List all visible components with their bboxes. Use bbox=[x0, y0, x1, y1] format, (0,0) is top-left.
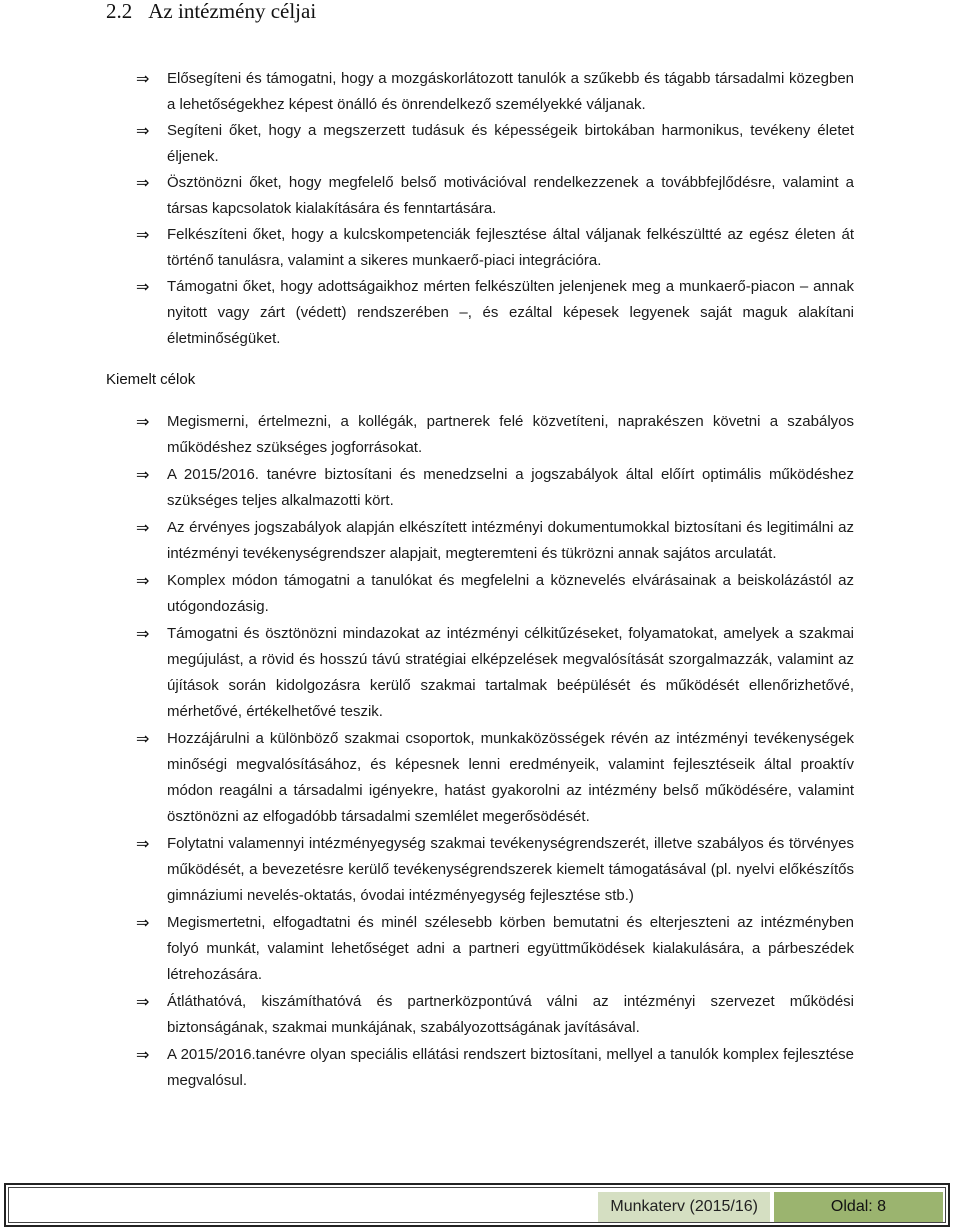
section-heading bbox=[106, 0, 316, 22]
double-arrow-icon: ⇒ bbox=[136, 571, 150, 590]
list-item bbox=[136, 568, 854, 620]
double-arrow-icon: ⇒ bbox=[136, 518, 150, 537]
list-item bbox=[136, 910, 854, 988]
double-arrow-icon: ⇒ bbox=[136, 277, 150, 296]
list-item-text: A 2015/2016. tanévre biztosítani és menedzselni a jogszabályok által előírt optimális működéshez szükséges teljes alkalmazotti kört. bbox=[167, 466, 854, 509]
list-item bbox=[136, 726, 854, 830]
list-item-text: Az érvényes jogszabályok alapján elkészített intézményi dokumentumokkal biztosítani és legitimálni az intézményi tevékenységrendszer alapjait, megteremteni és tükrözni annak sajátos arculatát. bbox=[167, 519, 854, 562]
double-arrow-icon: ⇒ bbox=[136, 121, 150, 140]
double-arrow-icon: ⇒ bbox=[136, 624, 150, 643]
list-item-text: Segíteni őket, hogy a megszerzett tudásuk és képességeik birtokában harmonikus, tevékeny életet éljenek. bbox=[167, 122, 854, 165]
list-item bbox=[136, 462, 854, 514]
list-item-text: Átláthatóvá, kiszámíthatóvá és partnerközpontúvá válni az intézményi szervezet működési biztonságának, szakmai munkájának, szabályozottságának javításával. bbox=[167, 993, 854, 1036]
list-item-text: Támogatni őket, hogy adottságaikhoz mérten felkészülten jelenjenek meg a munkaerő-piacon – annak nyitott vagy zárt (védett) rendszerében –, és ezáltal képesek legyenek saját maguk alakítani életminőségüket. bbox=[167, 278, 854, 347]
list-item bbox=[136, 989, 854, 1041]
list-item bbox=[136, 409, 854, 461]
list-item bbox=[136, 66, 854, 118]
section-number: 2.2 bbox=[106, 0, 133, 23]
list-item bbox=[136, 170, 854, 222]
list-item-text: Folytatni valamennyi intézményegység szakmai tevékenységrendszerét, illetve szabályos és törvényes működését, a bevezetésre kerülő tevékenységrendszerek kiemelt támogatásával (pl. nyelvi előkészítős gimnáziumi nevelés-oktatás, óvodai intézményegység fejlesztése stb.) bbox=[167, 835, 854, 904]
list-item bbox=[136, 621, 854, 725]
double-arrow-icon: ⇒ bbox=[136, 173, 150, 192]
double-arrow-icon: ⇒ bbox=[136, 1045, 150, 1064]
double-arrow-icon: ⇒ bbox=[136, 465, 150, 484]
page-footer bbox=[4, 1183, 950, 1227]
double-arrow-icon: ⇒ bbox=[136, 834, 150, 853]
list-item-text: Ösztönözni őket, hogy megfelelő belső motivációval rendelkezzenek a továbbfejlődésre, valamint a társas kapcsolatok kialakítására és fenntartására. bbox=[167, 174, 854, 217]
double-arrow-icon: ⇒ bbox=[136, 992, 150, 1011]
section-title: Az intézmény céljai bbox=[148, 0, 317, 23]
kiemelt-celok-list bbox=[136, 409, 854, 1095]
list-item bbox=[136, 831, 854, 909]
list-item-text: A 2015/2016.tanévre olyan speciális ellátási rendszert biztosítani, mellyel a tanulók komplex fejlesztése megvalósul. bbox=[167, 1046, 854, 1089]
list-item-text: Felkészíteni őket, hogy a kulcskompetenciák fejlesztése által váljanak felkészültté az egész életen át történő tanulásra, valamint a sikeres munkaerő-piaci integrációra. bbox=[167, 226, 854, 269]
list-item-text: Megismerni, értelmezni, a kollégák, partnerek felé közvetíteni, naprakészen követni a szabályos működéshez szükséges jogforrásokat. bbox=[167, 413, 854, 456]
list-item bbox=[136, 1042, 854, 1094]
footer-document-title: Munkaterv (2015/16) bbox=[598, 1192, 770, 1222]
double-arrow-icon: ⇒ bbox=[136, 913, 150, 932]
double-arrow-icon: ⇒ bbox=[136, 69, 150, 88]
kiemelt-celok-heading: Kiemelt célok bbox=[106, 371, 196, 388]
list-item bbox=[136, 274, 854, 352]
list-item bbox=[136, 515, 854, 567]
double-arrow-icon: ⇒ bbox=[136, 412, 150, 431]
list-item-text: Elősegíteni és támogatni, hogy a mozgáskorlátozott tanulók a szűkebb és tágabb társadalmi közegben a lehetőségekhez képest önálló és önrendelkező személyekké váljanak. bbox=[167, 70, 854, 113]
list-item-text: Megismertetni, elfogadtatni és minél szélesebb körben bemutatni és elterjeszteni az intézményben folyó munkát, valamint lehetőséget adni a partneri együttműködések kialakulására, a párbeszédek létrehozására. bbox=[167, 914, 854, 983]
list-item-text: Hozzájárulni a különböző szakmai csoportok, munkaközösségek révén az intézményi tevékenységek minőségi megvalósításához, és képesnek lenni eredményeik, valamint fejlesztéseik által proaktív módon reagálni a társadalmi igényekre, hatást gyakorolni az intézmény belső működésére, valamint ösztönözni az elfogadóbb társadalmi szemlélet megerősödését. bbox=[167, 730, 854, 825]
footer-page-number: Oldal: 8 bbox=[774, 1192, 943, 1222]
goals-list bbox=[136, 66, 854, 352]
double-arrow-icon: ⇒ bbox=[136, 225, 150, 244]
footer-frame bbox=[8, 1187, 946, 1223]
list-item-text: Komplex módon támogatni a tanulókat és megfelelni a köznevelés elvárásainak a beiskolázástól az utógondozásig. bbox=[167, 572, 854, 615]
double-arrow-icon: ⇒ bbox=[136, 729, 150, 748]
list-item-text: Támogatni és ösztönözni mindazokat az intézményi célkitűzéseket, folyamatokat, amelyek a szakmai megújulást, a rövid és hosszú távú stratégiai elképzelések megvalósítását szorgalmazzák, valamint az újítások során kidolgozásra kerülő szakmai tartalmak beépülését és működését ellenőrizhetővé, mérhetővé, értékelhetővé teszik. bbox=[167, 625, 854, 720]
list-item bbox=[136, 222, 854, 274]
list-item bbox=[136, 118, 854, 170]
